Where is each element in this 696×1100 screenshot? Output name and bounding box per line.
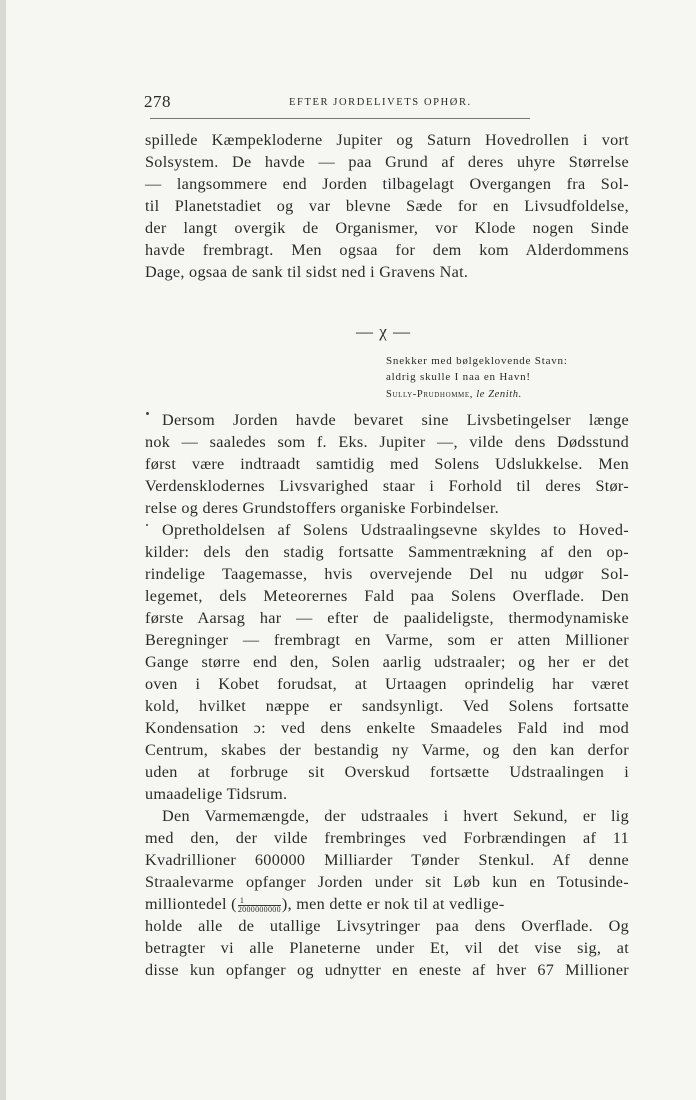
epigraph-line: Snekker med bølgeklovende Stavn:: [386, 355, 568, 367]
text-line: — langsommere end Jorden tilbagelagt Overgangen fra Sol-: [145, 175, 629, 193]
text-line: første Aarsag har — efter de paalideligste, thermodynamiske: [145, 609, 629, 627]
fraction-line: [145, 894, 629, 914]
text-line: spillede Kæmpekloderne Jupiter og Saturn Hovedrollen i vort: [145, 131, 629, 149]
text-line: havde frembragt. Men ogsaa for dem kom Alderdommens: [145, 241, 629, 259]
text-fragment: ), men dette er nok til at vedlige-: [281, 895, 505, 913]
text-line: oven i Kobet forudsat, at Urtaagen oprindelig har været: [145, 675, 629, 693]
section-divider: — χ —: [356, 322, 412, 341]
fraction-denominator: 2000000000: [237, 904, 281, 914]
running-head: EFTER JORDELIVETS OPHØR.: [289, 97, 472, 108]
text-line: Kondensation ɔ: ved dens enkelte Smaadeles Fald ind mod: [145, 719, 629, 737]
text-fragment: milliontedel (: [145, 895, 237, 913]
text-line: Solsystem. De havde — paa Grund af deres uhyre Størrelse: [145, 153, 629, 171]
text-line: Straalevarme opfanger Jorden under sit Løb kun en Totusinde-: [145, 873, 629, 891]
text-line: med den, der vilde frembringes ved Forbrændingen af 11: [145, 829, 629, 847]
text-line: disse kun opfanger og udnytter en eneste af hver 67 Millioner: [145, 961, 629, 979]
text-line: uden at forbruge sit Overskud fortsætte Udstraalingen i: [145, 763, 629, 781]
text-line: holde alle de utallige Livsytringer paa dens Overflade. Og: [145, 917, 629, 935]
text-line: der langt overgik de Organismer, vor Klode nogen Sinde: [145, 219, 629, 237]
text-line: Beregninger — frembragt en Varme, som er atten Millioner: [145, 631, 629, 649]
text-line: først være indtraadt samtidig med Solens Udslukkelse. Men: [145, 455, 629, 473]
text-line: Den Varmemængde, der udstraales i hvert Sekund, er lig: [162, 807, 629, 825]
text-line: Dersom Jorden havde bevaret sine Livsbetingelser længe: [162, 411, 629, 429]
text-line: legemet, dels Meteorernes Fald paa Solens Overflade. Den: [145, 587, 629, 605]
text-line: til Planetstadiet og var blevne Sæde for en Livsudfoldelse,: [145, 197, 629, 215]
page-number: 278: [144, 92, 171, 111]
epigraph-work: le Zenith.: [476, 389, 522, 400]
epigraph-line: aldrig skulle I naa en Havn!: [386, 371, 531, 383]
page-edge: [0, 0, 6, 1100]
print-speck: [146, 524, 148, 526]
text-line: Centrum, skabes der bestandig ny Varme, og den kan derfor: [145, 741, 629, 759]
text-line: Kvadrillioner 600000 Milliarder Tønder Stenkul. Af denne: [145, 851, 629, 869]
text-line: relse og deres Grundstoffers organiske Forbindelser.: [145, 499, 499, 517]
epigraph-author: Sully-Prudhomme,: [386, 389, 473, 400]
print-speck: [146, 412, 149, 415]
text-line: Dage, ogsaa de sank til sidst ned i Gravens Nat.: [145, 263, 469, 281]
text-line: kold, hvilket næppe er sandsynligt. Ved Solens fortsatte: [145, 697, 629, 715]
text-line: umaadelige Tidsrum.: [145, 785, 288, 803]
text-line: rindelige Taagemasse, hvis overvejende Del nu udgør Sol-: [145, 565, 629, 583]
text-line: kilder: dels den stadig fortsatte Sammentrækning af den op-: [145, 543, 629, 561]
epigraph-attribution: [386, 389, 522, 400]
text-line: Opretholdelsen af Solens Udstraalingsevne skyldes to Hoved-: [162, 521, 629, 539]
text-line: Gange større end den, Solen aarlig udstraaler; og her er det: [145, 653, 629, 671]
page-header: [142, 92, 542, 116]
fraction-numerator: 1: [238, 897, 281, 906]
text-line: Verdensklodernes Livsvarighed staar i Forhold til deres Stør-: [145, 477, 629, 495]
fraction: [238, 897, 281, 914]
header-rule: [150, 118, 530, 119]
text-line: nok — saaledes som f. Eks. Jupiter —, vilde dens Dødsstund: [145, 433, 629, 451]
text-line: betragter vi alle Planeterne under Et, vil det vise sig, at: [145, 939, 629, 957]
